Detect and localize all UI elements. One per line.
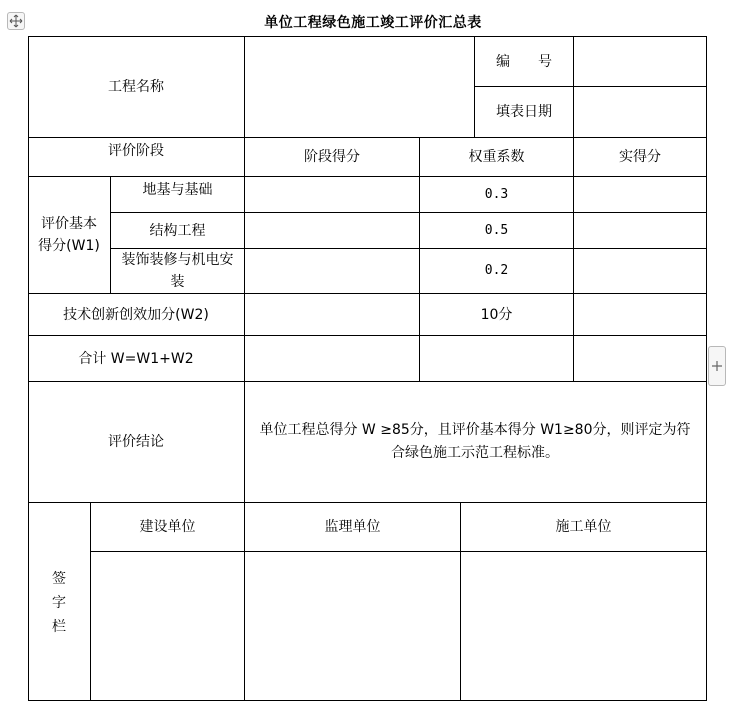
- stage-name: 装饰装修与机电安装: [121, 252, 234, 290]
- stage-name: 地基与基础: [142, 182, 213, 198]
- signature-label-char: 栏: [52, 618, 66, 635]
- stage-weight: 0.5: [484, 222, 509, 238]
- fill-date-value[interactable]: [574, 87, 706, 137]
- innovation-score-value[interactable]: [245, 294, 419, 335]
- signature-label-char: 签: [52, 570, 66, 587]
- stage-actual-value[interactable]: [574, 177, 706, 212]
- fill-date-label: 填表日期: [496, 104, 552, 120]
- weight-header: 权重系数: [468, 149, 525, 165]
- signature-label: [28, 503, 90, 700]
- stage-actual-value[interactable]: [574, 249, 706, 293]
- basic-score-label-line2: 得分(W1): [38, 238, 100, 254]
- total-label: 合计 W=W1+W2: [78, 350, 194, 367]
- number-label: 编 号: [496, 53, 552, 70]
- stage-score-value[interactable]: [245, 177, 419, 212]
- innovation-label: 技术创新创效加分(W2): [63, 306, 209, 323]
- supervision-unit-header: 监理单位: [324, 519, 381, 535]
- builder-unit-signature[interactable]: [461, 552, 706, 700]
- project-name-label: 工程名称: [108, 79, 164, 95]
- stage-actual-value[interactable]: [574, 213, 706, 248]
- builder-unit-header: 施工单位: [555, 519, 612, 535]
- conclusion-label: 评价结论: [108, 434, 164, 450]
- stage-weight: 0.2: [484, 263, 509, 278]
- supervision-unit-signature[interactable]: [245, 552, 460, 700]
- stage-score-header: 阶段得分: [304, 149, 360, 165]
- conclusion-text: 单位工程总得分 W ≥85分，且评价基本得分 W1≥80分，则评定为符合绿色施工示范工程标准。: [259, 422, 691, 461]
- total-actual-value[interactable]: [574, 336, 706, 381]
- add-column-handle[interactable]: [708, 346, 726, 386]
- plus-icon: [711, 360, 723, 372]
- stage-score-value[interactable]: [245, 249, 419, 293]
- construction-unit-header: 建设单位: [139, 519, 196, 535]
- total-score-value[interactable]: [245, 336, 419, 381]
- project-name-value[interactable]: [245, 37, 474, 137]
- page-title: 单位工程绿色施工竣工评价汇总表: [264, 15, 482, 31]
- number-value[interactable]: [574, 37, 706, 86]
- stage-weight: 0.3: [484, 186, 509, 202]
- basic-score-label-line1: 评价基本: [41, 216, 97, 232]
- total-weight-value[interactable]: [420, 336, 573, 381]
- basic-score-label: [28, 177, 110, 293]
- stage-score-value[interactable]: [245, 213, 419, 248]
- construction-unit-signature[interactable]: [91, 552, 244, 700]
- eval-stage-header: 评价阶段: [108, 143, 164, 159]
- innovation-weight: 10分: [480, 306, 513, 323]
- innovation-actual-value[interactable]: [574, 294, 706, 335]
- signature-label-char: 字: [52, 594, 66, 611]
- stage-name: 结构工程: [149, 222, 206, 239]
- actual-score-header: 实得分: [619, 149, 661, 165]
